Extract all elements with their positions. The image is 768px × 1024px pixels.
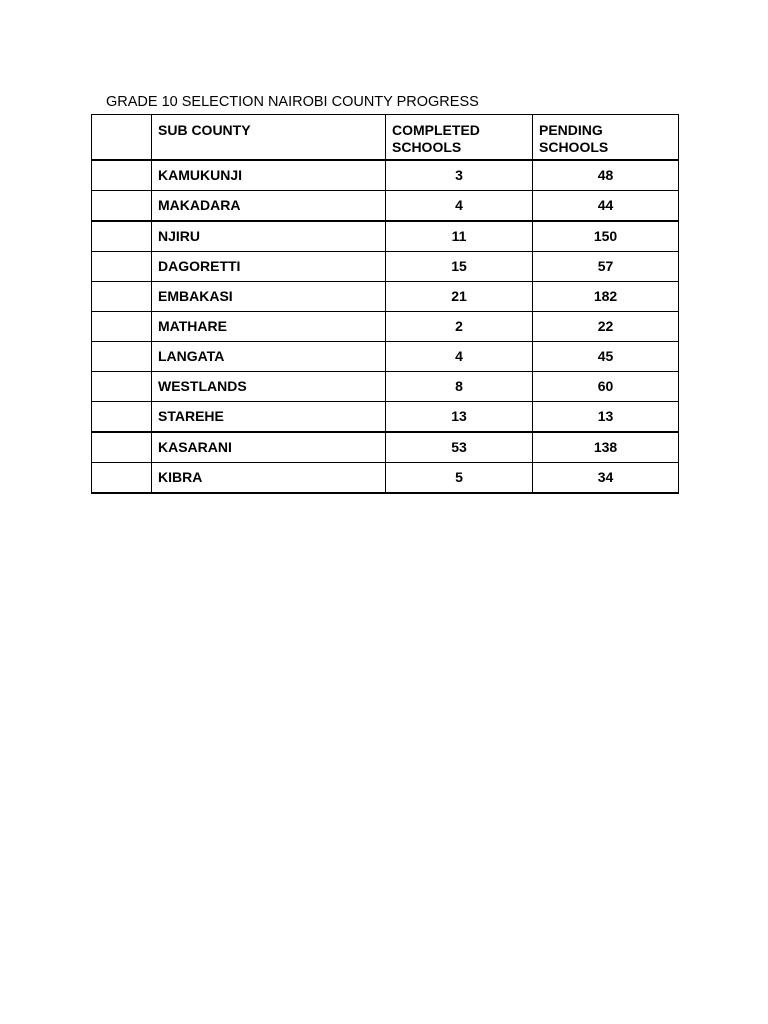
row-index-cell [92,251,152,281]
pending-cell: 34 [533,462,679,493]
header-pending-schools [533,115,679,160]
completed-cell: 21 [386,281,533,311]
header-sub-county: SUB COUNTY [152,115,386,160]
sub-county-cell: KASARANI [152,432,386,463]
table-row [92,341,679,371]
table-row [92,160,679,191]
pending-cell: 138 [533,432,679,463]
completed-cell: 13 [386,401,533,432]
sub-county-cell: STAREHE [152,401,386,432]
table-header-row [92,115,679,160]
completed-cell: 4 [386,341,533,371]
completed-cell: 8 [386,371,533,401]
table-row [92,281,679,311]
header-pending-line1: PENDING [539,122,603,138]
pending-cell: 44 [533,190,679,221]
row-index-cell [92,281,152,311]
row-index-cell [92,221,152,252]
completed-cell: 4 [386,190,533,221]
document-title: GRADE 10 SELECTION NAIROBI COUNTY PROGRESS [106,94,479,110]
row-index-cell [92,190,152,221]
sub-county-cell: EMBAKASI [152,281,386,311]
table-row [92,462,679,493]
header-completed-line2: SCHOOLS [392,139,462,155]
pending-cell: 22 [533,311,679,341]
sub-county-cell: MATHARE [152,311,386,341]
completed-cell: 53 [386,432,533,463]
table-row [92,401,679,432]
sub-county-cell: LANGATA [152,341,386,371]
pending-cell: 150 [533,221,679,252]
table-row [92,190,679,221]
sub-county-cell: NJIRU [152,221,386,252]
completed-cell: 3 [386,160,533,191]
completed-cell: 5 [386,462,533,493]
header-completed-line1: COMPLETED [392,122,480,138]
pending-cell: 45 [533,341,679,371]
sub-county-cell: WESTLANDS [152,371,386,401]
table-row [92,371,679,401]
sub-county-cell: KIBRA [152,462,386,493]
table-row [92,221,679,252]
completed-cell: 15 [386,251,533,281]
sub-county-cell: MAKADARA [152,190,386,221]
row-index-cell [92,341,152,371]
row-index-cell [92,160,152,191]
pending-cell: 57 [533,251,679,281]
header-blank-cell [92,115,152,160]
pending-cell: 48 [533,160,679,191]
row-index-cell [92,371,152,401]
row-index-cell [92,432,152,463]
completed-cell: 2 [386,311,533,341]
row-index-cell [92,401,152,432]
row-index-cell [92,311,152,341]
sub-county-cell: KAMUKUNJI [152,160,386,191]
header-completed-schools [386,115,533,160]
pending-cell: 182 [533,281,679,311]
row-index-cell [92,462,152,493]
table-row [92,432,679,463]
pending-cell: 60 [533,371,679,401]
progress-table [91,114,679,494]
sub-county-cell: DAGORETTI [152,251,386,281]
pending-cell: 13 [533,401,679,432]
table-row [92,311,679,341]
completed-cell: 11 [386,221,533,252]
table-row [92,251,679,281]
header-pending-line2: SCHOOLS [539,139,609,155]
